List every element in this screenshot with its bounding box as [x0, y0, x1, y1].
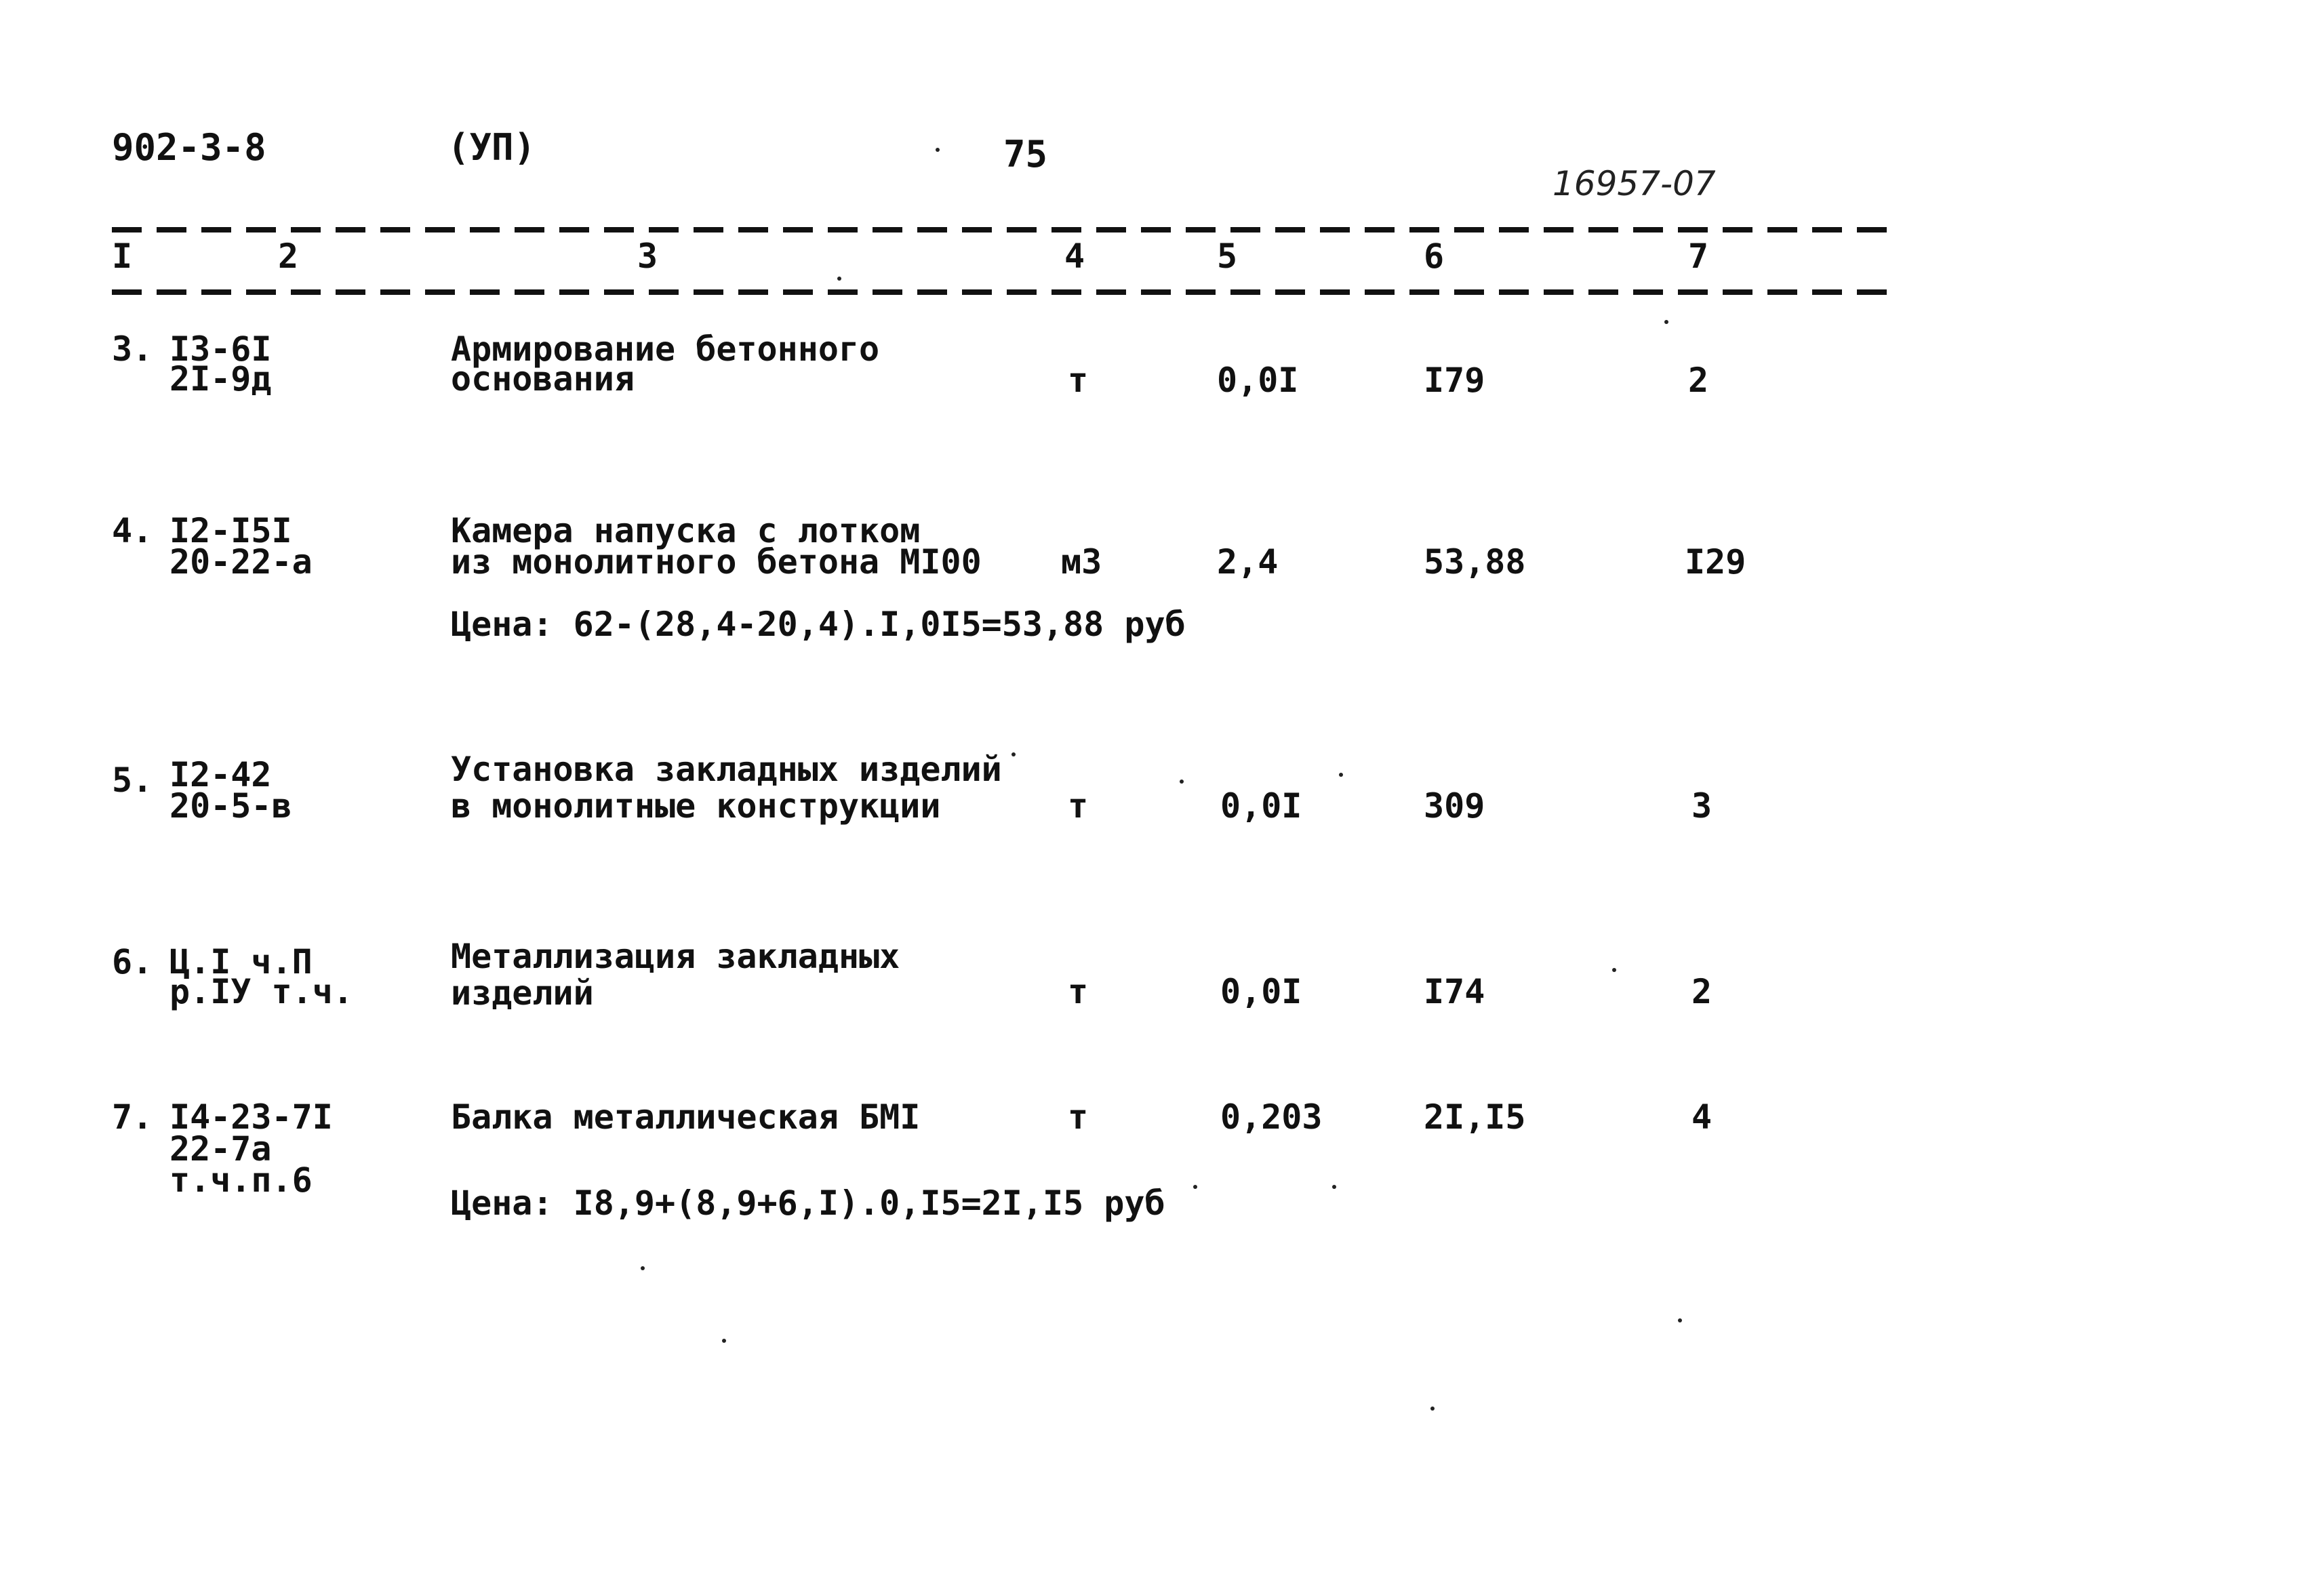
- row-total: 4: [1691, 1097, 1712, 1137]
- row-price-note: Цена: 62-(28,4-20,4).I,0I5=53,88 руб: [451, 605, 1186, 644]
- scan-speck: [1332, 1185, 1336, 1189]
- scan-speck: [722, 1339, 726, 1343]
- scan-speck: [1180, 780, 1184, 784]
- row-code-line: I2-42: [169, 755, 272, 794]
- scan-speck: [1193, 1185, 1197, 1189]
- col-header-4: 4: [1064, 237, 1085, 276]
- row-code-line: 22-7а: [169, 1129, 272, 1169]
- scan-speck: [1678, 1318, 1682, 1322]
- row-quantity: 2,4: [1217, 542, 1279, 582]
- row-unit-price: I74: [1424, 972, 1485, 1011]
- row-description-line: изделий: [451, 973, 594, 1013]
- row-unit: т: [1068, 972, 1089, 1011]
- page-number: 75: [1003, 133, 1048, 176]
- row-unit-price: 309: [1424, 786, 1485, 826]
- row-description-line: Установка закладных изделий: [451, 750, 1002, 789]
- row-code-line: I3-6I: [169, 329, 272, 369]
- row-price-note: Цена: I8,9+(8,9+6,I).0,I5=2I,I5 руб: [451, 1184, 1165, 1223]
- row-number: 6.: [112, 942, 153, 982]
- row-total: 3: [1691, 786, 1712, 826]
- row-description-line: Камера напуска с лотком: [451, 511, 921, 550]
- row-quantity: 0,203: [1220, 1097, 1323, 1137]
- scan-speck: [1339, 773, 1343, 777]
- col-header-3: 3: [637, 237, 658, 276]
- row-total: 2: [1691, 972, 1712, 1011]
- scan-speck: [1612, 968, 1616, 972]
- row-code-line: 20-22-а: [169, 542, 313, 582]
- scan-speck: [936, 148, 940, 152]
- row-quantity: 0,0I: [1220, 972, 1302, 1011]
- col-header-7: 7: [1688, 237, 1709, 276]
- row-unit-price: 53,88: [1424, 542, 1526, 582]
- row-total: 2: [1688, 361, 1709, 400]
- row-unit: т: [1068, 786, 1089, 826]
- scan-speck: [1011, 752, 1016, 756]
- row-total: I29: [1685, 542, 1746, 582]
- col-header-1: I: [112, 237, 133, 276]
- row-code-line: 20-5-в: [169, 786, 292, 826]
- scan-speck: [837, 277, 841, 281]
- header-rule-top: [112, 227, 1891, 232]
- row-unit: м3: [1061, 542, 1102, 582]
- row-code-line: т.ч.п.6: [169, 1160, 313, 1200]
- row-code-line: р.IУ т.ч.: [169, 972, 353, 1011]
- row-code-line: Ц.I ч.П: [169, 942, 313, 982]
- row-number: 4.: [112, 511, 153, 550]
- header-rule-bottom: [112, 289, 1891, 295]
- col-header-6: 6: [1424, 237, 1445, 276]
- row-code-line: I2-I5I: [169, 511, 292, 550]
- scan-speck: [1664, 320, 1668, 324]
- row-description-line: в монолитные конструкции: [451, 786, 941, 826]
- row-unit-price: I79: [1424, 361, 1485, 400]
- row-quantity: 0,0I: [1217, 361, 1299, 400]
- row-description-line: из монолитного бетона МI00: [451, 542, 982, 582]
- row-description-line: основания: [451, 359, 635, 399]
- row-number: 5.: [112, 761, 153, 800]
- col-header-5: 5: [1217, 237, 1238, 276]
- row-description-line: Балка металлическая БМI: [451, 1097, 921, 1137]
- section-label: (УП): [447, 126, 536, 169]
- handwritten-reference: 16957-07: [1552, 164, 1716, 203]
- row-unit-price: 2I,I5: [1424, 1097, 1526, 1137]
- col-header-2: 2: [278, 237, 299, 276]
- row-code-line: 2I-9д: [169, 359, 272, 399]
- row-description-line: Армирование бетонного: [451, 329, 880, 369]
- scan-speck: [641, 1266, 645, 1270]
- row-description-line: Металлизация закладных: [451, 937, 900, 976]
- row-number: 7.: [112, 1097, 153, 1137]
- row-code-line: I4-23-7I: [169, 1097, 333, 1137]
- doc-code: 902-3-8: [112, 126, 266, 169]
- row-number: 3.: [112, 329, 153, 369]
- row-unit: т: [1068, 361, 1089, 400]
- row-quantity: 0,0I: [1220, 786, 1302, 826]
- scan-speck: [1430, 1407, 1435, 1411]
- row-unit: т: [1068, 1097, 1089, 1137]
